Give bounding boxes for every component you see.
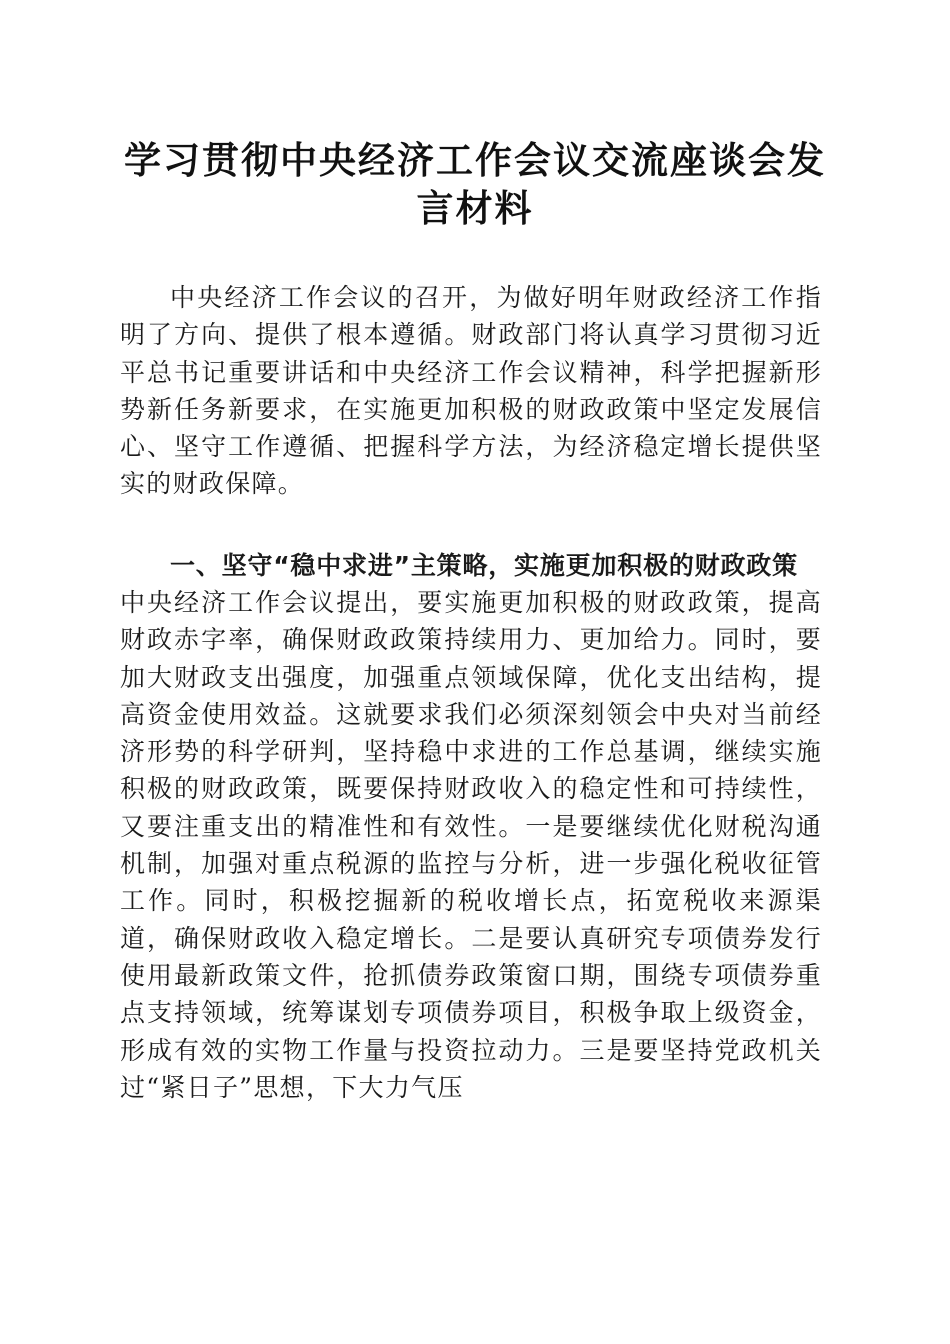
intro-paragraph: 中央经济工作会议的召开，为做好明年财政经济工作指明了方向、提供了根本遵循。财政部门将认真学习贯彻习近平总书记重要讲话和中央经济工作会议精神，科学把握新形势新任务新要求，在实施更加积极的财政政策中坚定发展信心、坚守工作遵循、把握科学方法，为经济稳定增长提供坚实的财政保障。 xyxy=(120,283,822,499)
document-title: 学习贯彻中央经济工作会议交流座谈会发言材料 xyxy=(124,138,826,230)
section-1-paragraph: 中央经济工作会议提出，要实施更加积极的财政政策，提高财政赤字率，确保财政政策持续用力、更加给力。同时，要加大财政支出强度，加强重点领域保障，优化支出结构，提高资金使用效益。这就要求我们必须深刻领会中央对当前经济形势的科学研判，坚持稳中求进的工作总基调，继续实施积极的财政政策，既要保持财政收入的稳定性和可持续性，又要注重支出的精准性和有效性。一是要继续优化财税沟通机制，加强对重点税源的监控与分析，进一步强化税收征管工作。同时，积极挖掘新的税收增长点，拓宽税收来源渠道，确保财政收入稳定增长。二是要认真研究专项债券发行使用最新政策文件，抢抓债券政策窗口期，围绕专项债券重点支持领域，统筹谋划专项债券项目，积极争取上级资金，形成有效的实物工作量与投资拉动力。三是要坚持党政机关过“紧日子”思想，下大力气压 xyxy=(120,588,822,1102)
section-heading-1: 一、坚守“稳中求进”主策略，实施更加积极的财政政策 xyxy=(170,551,798,580)
